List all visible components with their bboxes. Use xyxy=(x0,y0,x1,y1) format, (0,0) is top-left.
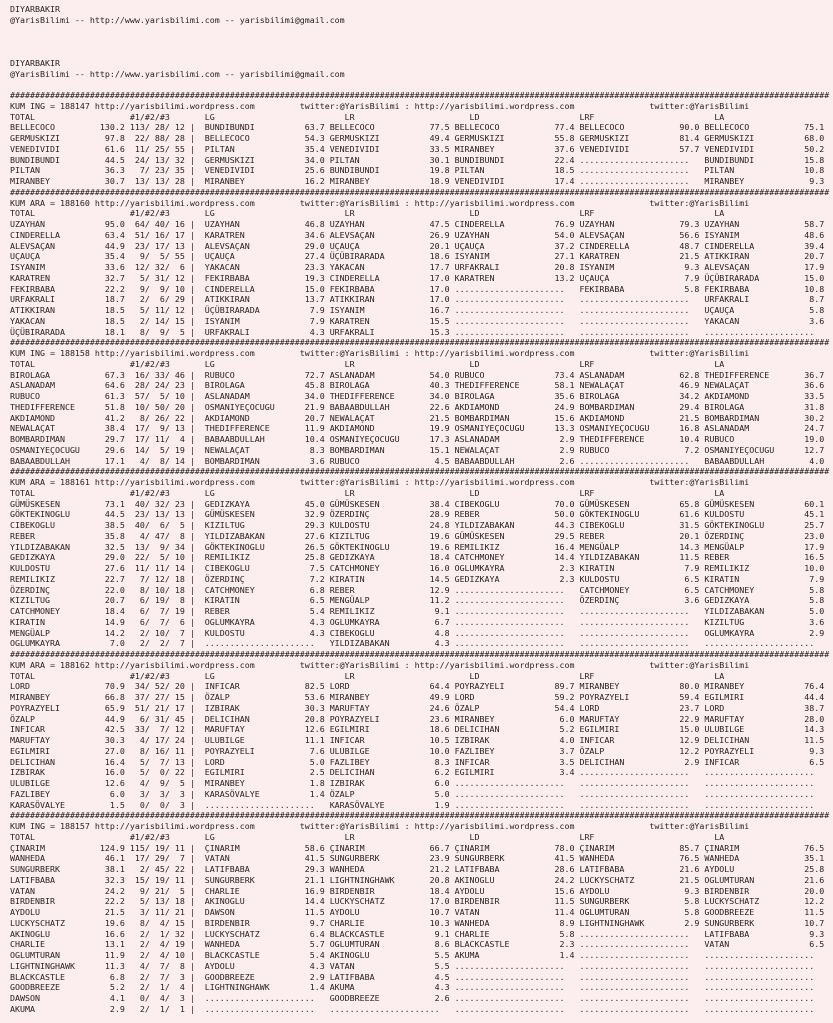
table-row: SUNGURBERK 38.1 2/ 45/ 22 | LATIFBABA 29.3 WANHEDA 21.2 LATIFBABA 28.6 LATIFBABA 21.6 AYDOLU 25.8 xyxy=(10,864,830,874)
table-row: THEDIFFERENCE 51.8 10/ 50/ 20 | OSMANIYEÇOCUGU 21.9 BABAABDULLAH 22.6 AKDIAMOND 24.9 BOMBARDIMAN 29.4 BIROLAGA 31.8 xyxy=(10,401,830,412)
block-title: KUM ARA = 188161 http://yarisbilimi.wordpress.com twitter:@YarisBilimi : http://yarisbilimi.wordpress.com twitter:@YarisBilimi xyxy=(10,477,750,487)
hash-separator: #################################################################################################################################################################### xyxy=(10,90,830,100)
table-row: ASLANADAM 64.6 28/ 24/ 23 | BIROLAGA 45.8 BIROLAGA 40.3 THEDIFFERENCE 58.1 NEWALAÇAT 46.9 NEWALAÇAT 36.6 xyxy=(10,380,830,391)
table-row: POYRAZYELI 65.9 51/ 21/ 17 | IZBIRAK 30.3 MARUFTAY 24.6 ÖZALP 54.4 LORD 23.7 LORD 38.7 xyxy=(10,702,830,713)
table-row: OSMANIYEÇOCUGU 29.6 14/ 5/ 19 | NEWALAÇAT 8.3 BOMBARDIMAN 15.1 NEWALAÇAT 2.9 RUBUCO 7.2 OSMANIYEÇOCUGU 12.7 xyxy=(10,444,830,455)
table-row: ÜÇÜBIRARADA 18.1 8/ 9/ 5 | URFAKRALI 4.3 URFAKRALI 15.3 ...................... ...................... ...................... xyxy=(10,326,830,337)
table-row: OGLUMKAYRA 7.0 2/ 2/ 7 | ...................... YILDIZABAKAN 4.3 ...................... ...................... ...................... xyxy=(10,638,830,649)
table-row: GERMUSKIZI 97.8 22/ 88/ 28 | BELLECOCO 54.3 GERMUSKIZI 49.4 GERMUSKIZI 55.8 GERMUSKIZI 81.4 GERMUSKIZI 68.0 xyxy=(10,133,830,143)
table-row: GÖKTEKINOGLU 44.5 23/ 13/ 13 | GÜMÜSKESEN 32.9 ÖZERDINÇ 28.9 REBER 50.0 GÖKTEKINOGLU 61.6 KULDOSTU 45.1 xyxy=(10,509,830,520)
block-title: KUM ARA = 188162 http://yarisbilimi.wordpress.com twitter:@YarisBilimi : http://yarisbilimi.wordpress.com twitter:@YarisBilimi xyxy=(10,659,750,670)
blank-line xyxy=(10,36,833,47)
table-row: YILDIZABAKAN 32.5 13/ 9/ 34 | GÖKTEKINOGLU 26.5 GÖKTEKINOGLU 19.6 REMILIKIZ 16.4 MENGÜALP 14.3 MENGÜALP 17.9 xyxy=(10,541,830,552)
table-row: MIRANBEY 66.8 37/ 27/ 15 | ÖZALP 53.6 MIRANBEY 49.9 LORD 59.2 POYRAZYELI 59.4 EGILMIRI 44.4 xyxy=(10,692,830,702)
table-row: DAWSON 4.1 0/ 4/ 3 | ...................... GOODBREEZE 2.6 ...................... ...................... ...................... xyxy=(10,993,830,1003)
table-row: LATIFBABA 32.3 15/ 19/ 11 | SUNGURBERK 21.1 LIGHTNINGHAWK 20.8 AKINOGLU 24.2 LUCKYSCHATZ 21.5 OGLUMTURAN 21.6 xyxy=(10,874,830,885)
table-row: MARUFTAY 30.3 4/ 17/ 24 | ULUBILGE 11.1 INFICAR 10.5 IZBIRAK 4.0 INFICAR 12.9 DELICIHAN 11.5 xyxy=(10,735,830,745)
table-row: ULUBILGE 12.6 4/ 9/ 5 | MIRANBEY 1.8 IZBIRAK 6.0 ...................... ...................... ...................... xyxy=(10,778,830,788)
block-title: KUM ING = 188147 http://yarisbilimi.wordpress.com twitter:@YarisBilimi : http://yarisbilimi.wordpress.com twitter:@YarisBilimi xyxy=(10,100,750,111)
hash-separator: #################################################################################################################################################################### xyxy=(10,337,830,348)
table-row: FAZLIBEY 6.0 3/ 3/ 3 | KARASÖVALYE 1.4 ÖZALP 5.0 ...................... ...................... ...................... xyxy=(10,788,830,799)
table-row: KIZILTUG 20.7 6/ 19/ 8 | KIRATIN 6.5 MENGÜALP 11.2 ...................... ÖZERDINÇ 3.6 GEDIZKAYA 5.8 xyxy=(10,595,830,606)
table-row: BIRDENBIR 22.2 5/ 13/ 18 | AKINOGLU 14.4 LUCKYSCHATZ 17.0 BIRDENBIR 11.5 SUNGURBERK 5.8 LUCKYSCHATZ 12.2 xyxy=(10,896,830,907)
letterhead-contact: @YarisBilimi -- http://www.yarisbilimi.com -- yarisbilimi@gmail.com xyxy=(10,68,345,79)
table-row: FEKIRBABA 22.2 9/ 9/ 10 | CINDERELLA 15.0 FEKIRBABA 17.0 ...................... FEKIRBABA 5.8 FEKIRBABA 10.8 xyxy=(10,283,830,294)
table-row: PILTAN 36.3 7/ 23/ 35 | VENEDIVIDI 25.6 BUNDIBUNDI 19.8 PILTAN 18.5 ...................... PILTAN 10.8 xyxy=(10,165,830,176)
table-row: DELICIHAN 16.4 5/ 7/ 13 | LORD 5.0 FAZLIBEY 8.3 INFICAR 3.5 DELICIHAN 2.9 INFICAR 6.5 xyxy=(10,756,830,767)
table-row: AYDOLU 21.5 3/ 11/ 21 | DAWSON 11.5 AYDOLU 10.7 VATAN 11.4 OGLUMTURAN 5.8 GOODBREEZE 11.5 xyxy=(10,907,830,917)
table-row: NEWALAÇAT 38.4 17/ 9/ 13 | THEDIFFERENCE 11.9 AKDIAMOND 19.9 OSMANIYEÇOCUGU 13.3 OSMANIYEÇOCUGU 16.8 ASLANADAM 24.7 xyxy=(10,423,830,434)
table-row: GÜMÜSKESEN 73.1 40/ 32/ 23 | GEDIZKAYA 45.0 GÜMÜSKESEN 38.4 CIBEKOGLU 70.0 GÜMÜSKESEN 65.8 GÜMÜSKESEN 60.1 xyxy=(10,498,830,509)
table-row: LORD 70.9 34/ 52/ 20 | INFICAR 82.5 LORD 64.4 POYRAZYELI 89.7 MIRANBEY 80.0 MIRANBEY 76.4 xyxy=(10,681,830,692)
table-row: CHARLIE 13.1 2/ 4/ 19 | WANHEDA 5.7 OGLUMTURAN 8.6 BLACKCASTLE 2.3 ...................... VATAN 6.5 xyxy=(10,939,830,950)
blank-line xyxy=(10,26,833,37)
table-row: LIGHTNINGHAWK 11.3 4/ 7/ 8 | AYDOLU 4.3 VATAN 5.5 ...................... ...................... ...................... xyxy=(10,960,830,971)
column-headers: TOTAL #1/#2/#3 LG LR LD LRF LA xyxy=(10,831,725,842)
letterhead-title: DIYARBAKIR xyxy=(10,4,60,14)
table-row: URFAKRALI 18.7 2/ 6/ 29 | ATIKKIRAN 13.7 ATIKKIRAN 17.0 ...................... ...................... URFAKRALI 8.7 xyxy=(10,294,830,305)
table-row: UÇAUÇA 35.4 9/ 5/ 55 | UÇAUÇA 27.4 ÜÇÜBIRARADA 18.6 ISYANIM 27.1 KARATREN 21.5 ATIKKIRAN 20.7 xyxy=(10,251,830,262)
table-row: WANHEDA 46.1 17/ 29/ 7 | VATAN 41.5 SUNGURBERK 23.9 SUNGURBERK 41.5 WANHEDA 76.5 WANHEDA 35.1 xyxy=(10,853,830,864)
table-row: BABAABDULLAH 17.1 4/ 8/ 14 | BOMBARDIMAN 3.6 RUBUCO 4.5 BABAABDULLAH 2.6 ...................... BABAABDULLAH 4.0 xyxy=(10,455,830,466)
table-row: BOMBARDIMAN 29.7 17/ 11/ 4 | BABAABDULLAH 10.4 OSMANIYEÇOCUGU 17.3 ASLANADAM 2.9 THEDIFFERENCE 10.4 RUBUCO 19.0 xyxy=(10,434,830,444)
table-row: VATAN 24.2 9/ 21/ 5 | CHARLIE 16.9 BIRDENBIR 18.4 AYDOLU 15.6 AYDOLU 9.3 BIRDENBIR 20.0 xyxy=(10,885,830,896)
table-row: CIBEKOGLU 38.5 40/ 6/ 5 | KIZILTUG 29.3 KULDOSTU 24.8 YILDIZABAKAN 44.3 CIBEKOGLU 31.5 GÖKTEKINOGLU 25.7 xyxy=(10,520,830,530)
table-row: LUCKYSCHATZ 19.6 8/ 4/ 15 | BIRDENBIR 9.7 CHARLIE 10.3 WANHEDA 8.9 LIGHTNINGHAWK 2.9 SUNGURBERK 10.7 xyxy=(10,917,830,928)
table-row: CINDERELLA 63.4 51/ 16/ 17 | KARATREN 34.6 ALEVSAÇAN 26.9 UZAYHAN 54.0 ALEVSAÇAN 56.6 ISYANIM 48.6 xyxy=(10,229,830,240)
stat-blocks xyxy=(10,90,833,1015)
letterhead-title: DIYARBAKIR xyxy=(10,57,60,68)
block-title: KUM ING = 188157 http://yarisbilimi.wordpress.com twitter:@YarisBilimi : http://yarisbilimi.wordpress.com twitter:@YarisBilimi xyxy=(10,821,750,831)
table-row: ISYANIM 33.6 12/ 32/ 6 | YAKACAN 23.3 YAKACAN 17.7 URFAKRALI 20.8 ISYANIM 9.3 ALEVSAÇAN 17.9 xyxy=(10,262,830,272)
column-headers: TOTAL #1/#2/#3 LG LR LD LRF LA xyxy=(10,208,725,219)
block-title: KUM ING = 188158 http://yarisbilimi.wordpress.com twitter:@YarisBilimi : http://yarisbilimi.wordpress.com twitter:@YarisBilimi xyxy=(10,348,750,358)
block-title: KUM ARA = 188160 http://yarisbilimi.wordpress.com twitter:@YarisBilimi : http://yarisbilimi.wordpress.com twitter:@YarisBilimi xyxy=(10,197,750,208)
table-row: ÖZERDINÇ 22.0 8/ 10/ 18 | CATCHMONEY 6.8 REBER 12.9 ...................... CATCHMONEY 6.5 CATCHMONEY 5.8 xyxy=(10,584,830,595)
table-row: RUBUCO 61.3 57/ 5/ 10 | ASLANADAM 34.0 THEDIFFERENCE 34.0 BIROLAGA 35.6 BIROLAGA 34.2 AKDIAMOND 33.5 xyxy=(10,391,830,401)
table-row: BELLECOCO 130.2 113/ 28/ 12 | BUNDIBUNDI 63.7 BELLECOCO 77.5 BELLECOCO 77.4 BELLECOCO 90.0 BELLECOCO 75.1 xyxy=(10,122,830,133)
hash-separator: #################################################################################################################################################################### xyxy=(10,810,830,821)
table-row: MIRANBEY 30.7 13/ 13/ 28 | MIRANBEY 16.2 MIRANBEY 18.9 VENEDIVIDI 17.4 ...................... MIRANBEY 9.3 xyxy=(10,176,830,186)
table-row: EGILMIRI 27.0 8/ 16/ 11 | POYRAZYELI 7.6 ULUBILGE 10.0 FAZLIBEY 3.7 ÖZALP 12.2 POYRAZYELI 9.3 xyxy=(10,745,830,756)
column-headers: TOTAL #1/#2/#3 LG LR LD LRF LA xyxy=(10,358,725,369)
table-row: BUNDIBUNDI 44.5 24/ 13/ 32 | GERMUSKIZI 34.0 PILTAN 30.1 BUNDIBUNDI 22.4 ...................... BUNDIBUNDI 15.8 xyxy=(10,154,830,165)
table-row: MENGÜALP 14.2 2/ 10/ 7 | KULDOSTU 4.3 CIBEKOGLU 4.8 ...................... ...................... OGLUMKAYRA 2.9 xyxy=(10,627,830,638)
table-row: REBER 35.8 4/ 47/ 8 | YILDIZABAKAN 27.6 KIZILTUG 19.6 GÜMÜSKESEN 29.5 REBER 20.1 ÖZERDINÇ 23.0 xyxy=(10,530,830,541)
table-row: KARASÖVALYE 1.5 0/ 0/ 3 | ...................... KARASÖVALYE 1.9 ...................... ...................... ...................... xyxy=(10,799,830,810)
table-row: ÇINARIM 124.9 115/ 19/ 11 | ÇINARIM 58.6 ÇINARIM 66.7 ÇINARIM 78.0 ÇINARIM 85.7 ÇINARIM 76.5 xyxy=(10,842,830,853)
column-headers: TOTAL #1/#2/#3 LG LR LD LRF LA xyxy=(10,487,725,498)
hash-separator: #################################################################################################################################################################### xyxy=(10,466,830,477)
table-row: INFICAR 42.5 33/ 7/ 12 | MARUFTAY 12.6 EGILMIRI 18.6 DELICIHAN 5.2 EGILMIRI 15.0 ULUBILGE 14.3 xyxy=(10,724,830,735)
table-row: BIROLAGA 67.3 16/ 33/ 46 | RUBUCO 72.7 ASLANADAM 54.0 RUBUCO 73.4 ASLANADAM 62.8 THEDIFFERENCE 36.7 xyxy=(10,369,830,380)
table-row: VENEDIVIDI 61.6 11/ 25/ 55 | PILTAN 35.4 VENEDIVIDI 33.5 MIRANBEY 37.6 VENEDIVIDI 57.7 VENEDIVIDI 50.2 xyxy=(10,143,830,154)
table-row: AKINOGLU 16.6 2/ 1/ 32 | LUCKYSCHATZ 6.4 BLACKCASTLE 9.1 CHARLIE 5.8 ...................... LATIFBABA 9.3 xyxy=(10,928,830,939)
table-row: BLACKCASTLE 6.8 2/ 7/ 3 | GOODBREEZE 2.9 LATIFBABA 4.5 ...................... ...................... ...................... xyxy=(10,971,830,982)
table-row: GEDIZKAYA 29.0 22/ 5/ 10 | REMILIKIZ 25.8 GEDIZKAYA 18.4 CATCHMONEY 14.4 YILDIZABAKAN 11.5 REBER 16.5 xyxy=(10,552,830,563)
table-row: KARATREN 32.7 5/ 31/ 12 | FEKIRBABA 19.3 CINDERELLA 17.0 KARATREN 13.2 UÇAUÇA 7.9 ÜÇÜBIRARADA 15.0 xyxy=(10,272,830,283)
table-row: KULDOSTU 27.6 11/ 11/ 14 | CIBEKOGLU 7.5 CATCHMONEY 16.0 OGLUMKAYRA 2.3 KIRATIN 7.9 REMILIKIZ 10.0 xyxy=(10,563,830,573)
table-row: REMILIKIZ 22.7 7/ 12/ 18 | ÖZERDINÇ 7.2 KIRATIN 14.5 GEDIZKAYA 2.3 KULDOSTU 6.5 KIRATIN 7.9 xyxy=(10,573,830,584)
table-row: UZAYHAN 95.0 64/ 40/ 16 | UZAYHAN 46.8 UZAYHAN 47.5 CINDERELLA 76.9 UZAYHAN 79.3 UZAYHAN 58.7 xyxy=(10,219,830,229)
table-row: CATCHMONEY 18.4 6/ 7/ 19 | REBER 5.4 REMILIKIZ 9.1 ...................... ...................... YILDIZABAKAN 5.0 xyxy=(10,606,830,616)
table-row: AKUMA 2.9 2/ 1/ 1 | ...................... ...................... ...................... ...................... ...................... xyxy=(10,1003,830,1014)
table-row: OGLUMTURAN 11.9 2/ 4/ 10 | BLACKCASTLE 5.4 AKINOGLU 5.5 AKUMA 1.4 ...................... ...................... xyxy=(10,950,830,960)
table-row: ALEVSAÇAN 44.9 23/ 17/ 13 | ALEVSAÇAN 29.0 UÇAUÇA 20.1 UÇAUÇA 37.2 CINDERELLA 48.7 CINDERELLA 39.4 xyxy=(10,240,830,251)
hash-separator: #################################################################################################################################################################### xyxy=(10,186,830,197)
table-row: IZBIRAK 16.0 5/ 0/ 22 | EGILMIRI 2.5 DELICIHAN 6.2 EGILMIRI 3.4 ...................... ...................... xyxy=(10,767,830,778)
table-row: AKDIAMOND 41.2 8/ 26/ 22 | AKDIAMOND 20.7 NEWALAÇAT 21.5 BOMBARDIMAN 15.6 AKDIAMOND 21.5 BOMBARDIMAN 30.2 xyxy=(10,412,830,423)
column-headers: TOTAL #1/#2/#3 LG LR LD LRF LA xyxy=(10,111,725,122)
blank-line xyxy=(10,79,833,90)
column-headers: TOTAL #1/#2/#3 LG LR LD LRF LA xyxy=(10,670,725,681)
table-row: GOODBREEZE 5.2 2/ 1/ 4 | LIGHTNINGHAWK 1.4 AKUMA 4.3 ...................... ...................... ...................... xyxy=(10,982,830,993)
table-row: YAKACAN 18.5 2/ 14/ 15 | ISYANIM 7.9 KARATREN 15.5 ...................... ...................... YAKACAN 3.6 xyxy=(10,315,830,326)
hash-separator: #################################################################################################################################################################### xyxy=(10,649,830,659)
table-row: KIRATIN 14.9 6/ 7/ 6 | OGLUMKAYRA 4.3 OGLUMKAYRA 6.7 ...................... ...................... KIZILTUG 3.6 xyxy=(10,616,830,627)
table-row: ATIKKIRAN 18.5 5/ 11/ 12 | ÜÇÜBIRARADA 7.9 ISYANIM 16.7 ...................... ...................... UÇAUÇA 5.8 xyxy=(10,305,830,315)
blank-line xyxy=(10,47,833,58)
letterhead-contact: @YarisBilimi -- http://www.yarisbilimi.com -- yarisbilimi@gmail.com xyxy=(10,14,345,25)
table-row: ÖZALP 44.9 6/ 31/ 45 | DELICIHAN 20.8 POYRAZYELI 23.6 MIRANBEY 6.0 MARUFTAY 22.9 MARUFTAY 28.0 xyxy=(10,713,830,724)
